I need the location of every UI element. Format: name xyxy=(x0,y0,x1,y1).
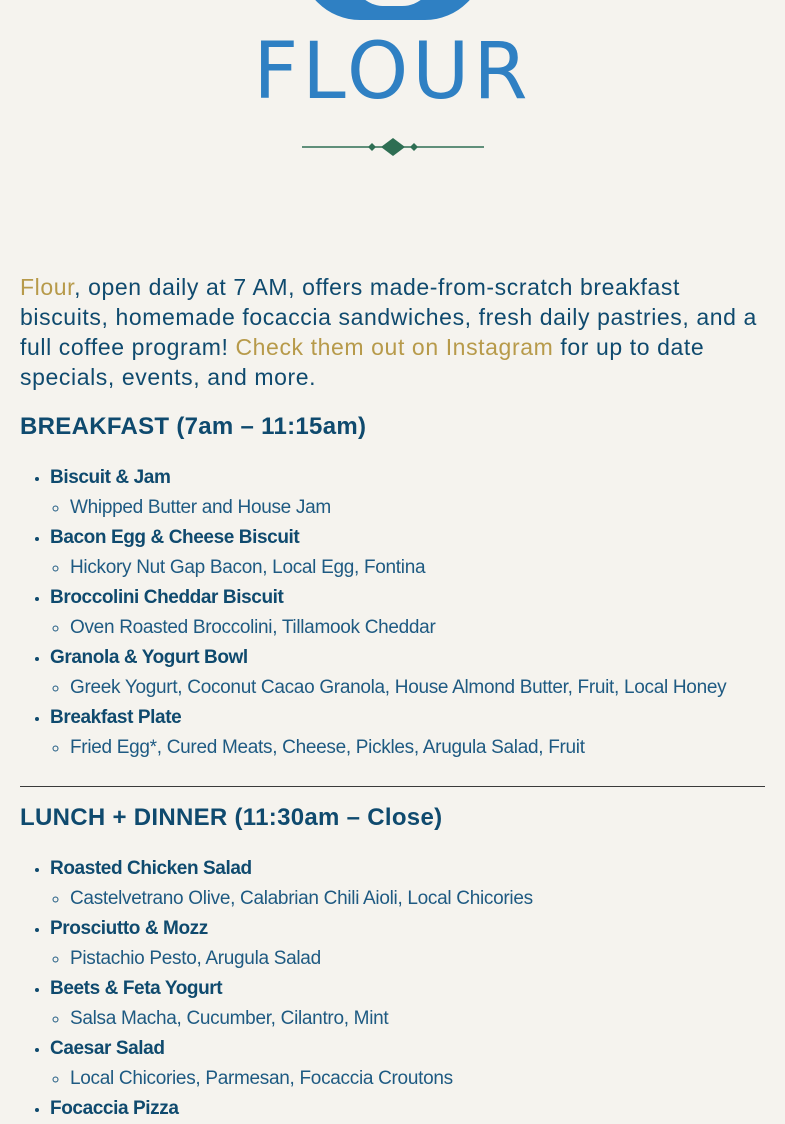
intro-text-1: , open daily at 7 AM, offers made-from-scratch breakfast biscuits, homemade focaccia sandwiches, fresh daily pastries, and a full coffee program! xyxy=(20,274,757,360)
logo-wordmark: FLOUR xyxy=(253,27,532,117)
menu-item-desc: ◦ Salsa Macha, Cucumber, Cilantro, Mint xyxy=(70,1004,785,1034)
menu-item xyxy=(50,974,785,1034)
menu-item xyxy=(50,523,785,583)
menu-item-desc: ◦ Castelvetrano Olive, Calabrian Chili Aioli, Local Chicories xyxy=(70,884,785,914)
intro-paragraph xyxy=(20,272,770,392)
menu-item xyxy=(50,854,785,914)
section-divider xyxy=(20,786,765,787)
menu-item-name: Bacon Egg & Cheese Biscuit xyxy=(50,527,300,548)
menu-item xyxy=(50,463,785,523)
menu-item-name: Beets & Feta Yogurt xyxy=(50,978,223,999)
logo xyxy=(0,0,785,170)
lunch-menu xyxy=(0,854,785,1124)
menu-item-desc: ◦ Fried Egg*, Cured Meats, Cheese, Pickles, Arugula Salad, Fruit xyxy=(70,733,785,763)
menu-item xyxy=(50,643,785,703)
menu-item-desc: ◦ Greek Yogurt, Coconut Cacao Granola, House Almond Butter, Fruit, Local Honey xyxy=(70,673,785,703)
lunch-title: LUNCH + DINNER (11:30am – Close) xyxy=(20,804,443,831)
menu-item-desc: ◦ Hickory Nut Gap Bacon, Local Egg, Fontina xyxy=(70,553,785,583)
menu-item xyxy=(50,1034,785,1094)
menu-item-name: Roasted Chicken Salad xyxy=(50,858,252,879)
breakfast-title: BREAKFAST (7am – 11:15am) xyxy=(20,413,367,440)
menu-item xyxy=(50,703,785,763)
menu-item xyxy=(50,1094,785,1124)
menu-item-desc: ◦ Local Chicories, Parmesan, Focaccia Croutons xyxy=(70,1064,785,1094)
menu-item-desc: ◦ Oven Roasted Broccolini, Tillamook Cheddar xyxy=(70,613,785,643)
menu-item-name: Biscuit & Jam xyxy=(50,467,171,488)
menu-item-name: Prosciutto & Mozz xyxy=(50,918,208,939)
breakfast-menu xyxy=(0,463,785,763)
menu-item-name: Granola & Yogurt Bowl xyxy=(50,647,248,668)
menu-item-name: Caesar Salad xyxy=(50,1038,165,1059)
flour-link[interactable]: Flour xyxy=(20,274,75,300)
menu-item-name: Breakfast Plate xyxy=(50,707,182,728)
menu-item-desc: ◦ Whipped Butter and House Jam xyxy=(70,493,785,523)
logo-emblem xyxy=(300,0,485,20)
instagram-link[interactable]: Check them out on Instagram xyxy=(235,334,554,360)
intro-text-2: for up to date specials, events, and more. xyxy=(20,334,705,390)
menu-item-name: Focaccia Pizza xyxy=(50,1098,179,1119)
menu-item-name: Broccolini Cheddar Biscuit xyxy=(50,587,284,608)
menu-item-desc: ◦ Pistachio Pesto, Arugula Salad xyxy=(70,944,785,974)
ornament-divider-icon xyxy=(302,136,484,158)
menu-item xyxy=(50,914,785,974)
menu-item xyxy=(50,583,785,643)
